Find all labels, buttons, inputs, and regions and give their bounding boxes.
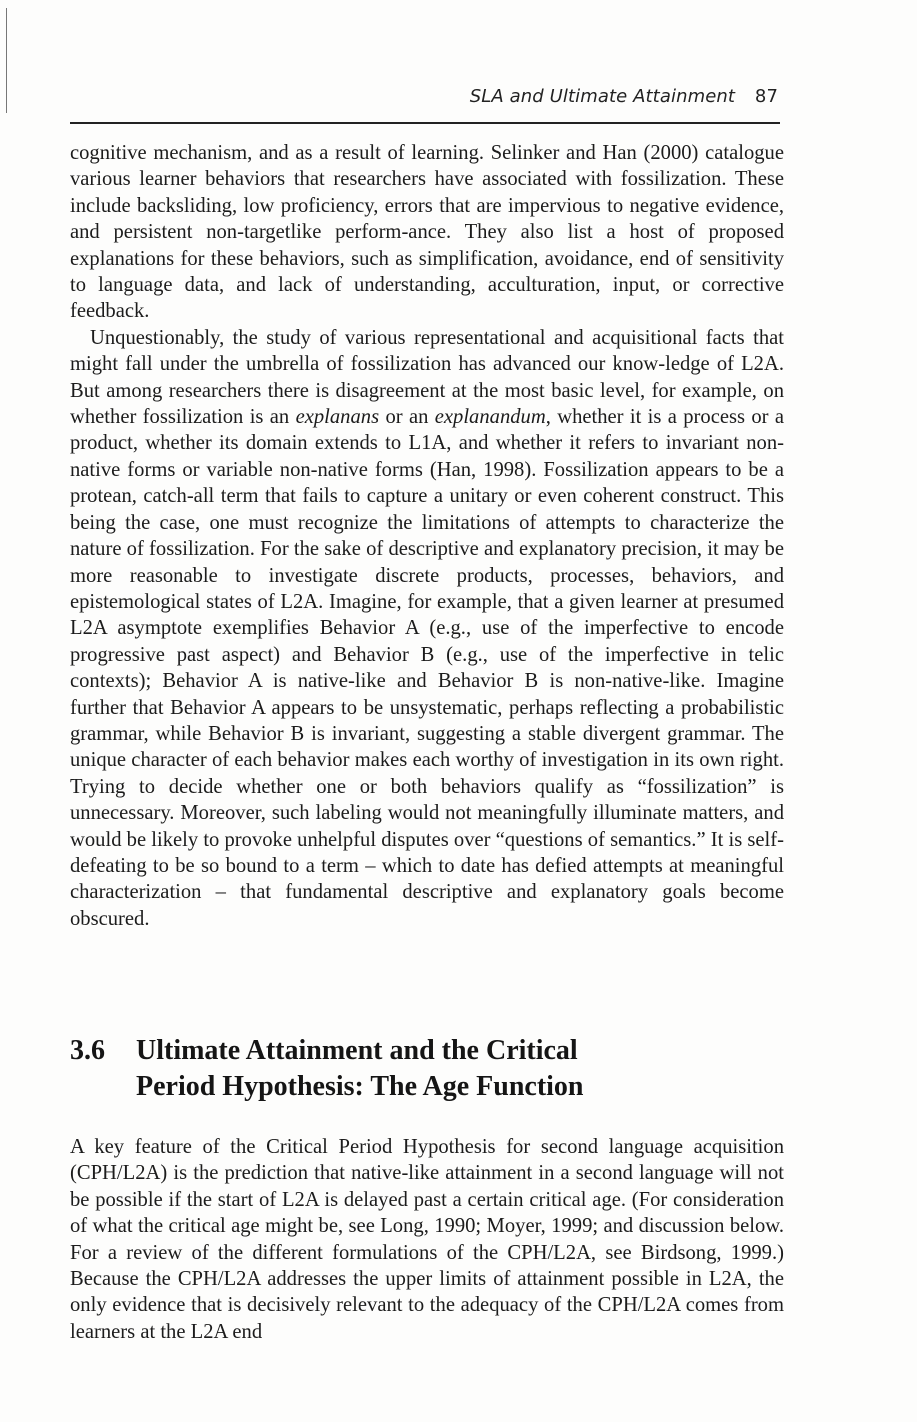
paragraph-2-text-a: Unquestionably, the study of various representational and acquisitional facts that might fall under the umbrella of fossilization has advanced our know-ledge of L2A. But among researchers there is disagreement at the most basic level, for example, on whether fossilization is an xyxy=(70,326,784,429)
header-rule xyxy=(70,122,780,124)
page-number: 87 xyxy=(754,86,778,107)
running-head xyxy=(70,86,778,107)
paragraph-2-text-c: , whether it is a process or a product, whether its domain extends to L1A, and whether it refers to invariant non-native forms or variable non-native forms (Han, 1998). Fossilization appears to be a protean, catch-all term that fails to capture a unitary or even coherent construct. This being the case, one must recognize the limitations of attempts to characterize the nature of fossilization. For the sake of descriptive and explanatory precision, it may be more reasonable to investigate discrete products, processes, behaviors, and epistemological states of L2A. Imagine, for example, that a given learner at presumed L2A asymptote exemplifies Behavior A (e.g., use of the imperfective to encode progressive past aspect) and Behavior B (e.g., use of the imperfective in telic contexts); Behavior A is native-like and Behavior B is non-native-like. Imagine further that Behavior A appears to be unsystematic, perhaps reflecting a probabilistic grammar, while Behavior B is invariant, suggesting a stable divergent grammar. The unique character of each behavior makes each worthy of investigation in its own right. Trying to decide whether one or both behaviors qualify as “fossilization” is unnecessary. Moreover, such labeling would not meaningfully illuminate matters, and would be likely to provoke unhelpful disputes over “questions of semantics.” It is self-defeating to be so bound to a term – which to date has defied attempts at meaningful characterization – that fundamental descriptive and explanatory goals become obscured. xyxy=(70,406,785,930)
paragraph-3 xyxy=(70,1134,784,1345)
section-heading xyxy=(70,1033,784,1105)
paragraph-2 xyxy=(70,325,784,932)
section-number: 3.6 xyxy=(70,1035,105,1066)
paragraph-1 xyxy=(70,140,784,325)
body-text-section xyxy=(70,1134,784,1345)
section-title-line-1: Ultimate Attainment and the Critical xyxy=(136,1035,578,1066)
paragraph-2-text-b: or an xyxy=(379,406,435,429)
paragraph-1-text: cognitive mechanism, and as a result of learning. Selinker and Han (2000) catalogue various learner behaviors that researchers have associated with fossilization. These include backsliding, low proficiency, errors that are impervious to negative evidence, and persistent non-targetlike perform-ance. They also list a host of proposed explanations for these behaviors, such as simplification, avoidance, end of sensitivity to language data, and lack of understanding, acculturation, input, or corrective feedback. xyxy=(70,142,784,323)
section-title-line-2: Period Hypothesis: The Age Function xyxy=(136,1071,584,1102)
paragraph-3-text: A key feature of the Critical Period Hypothesis for second language acquisition (CPH/L2A) is the prediction that native-like attainment in a second language will not be possible if the start of L2A is delayed past a certain critical age. (For consideration of what the critical age might be, see Long, 1990; Moyer, 1999; and discussion below. For a review of the different formulations of the CPH/L2A, see Birdsong, 1999.) Because the CPH/L2A addresses the upper limits of attainment possible in L2A, the only evidence that is decisively relevant to the adequacy of the CPH/L2A comes from learners at the L2A end xyxy=(70,1136,784,1343)
running-head-title: SLA and Ultimate Attainment xyxy=(469,86,736,107)
body-text-top xyxy=(70,140,784,932)
term-explanans: explanans xyxy=(295,406,380,429)
page-edge-line xyxy=(6,8,7,113)
term-explanandum: explanandum xyxy=(434,406,546,429)
